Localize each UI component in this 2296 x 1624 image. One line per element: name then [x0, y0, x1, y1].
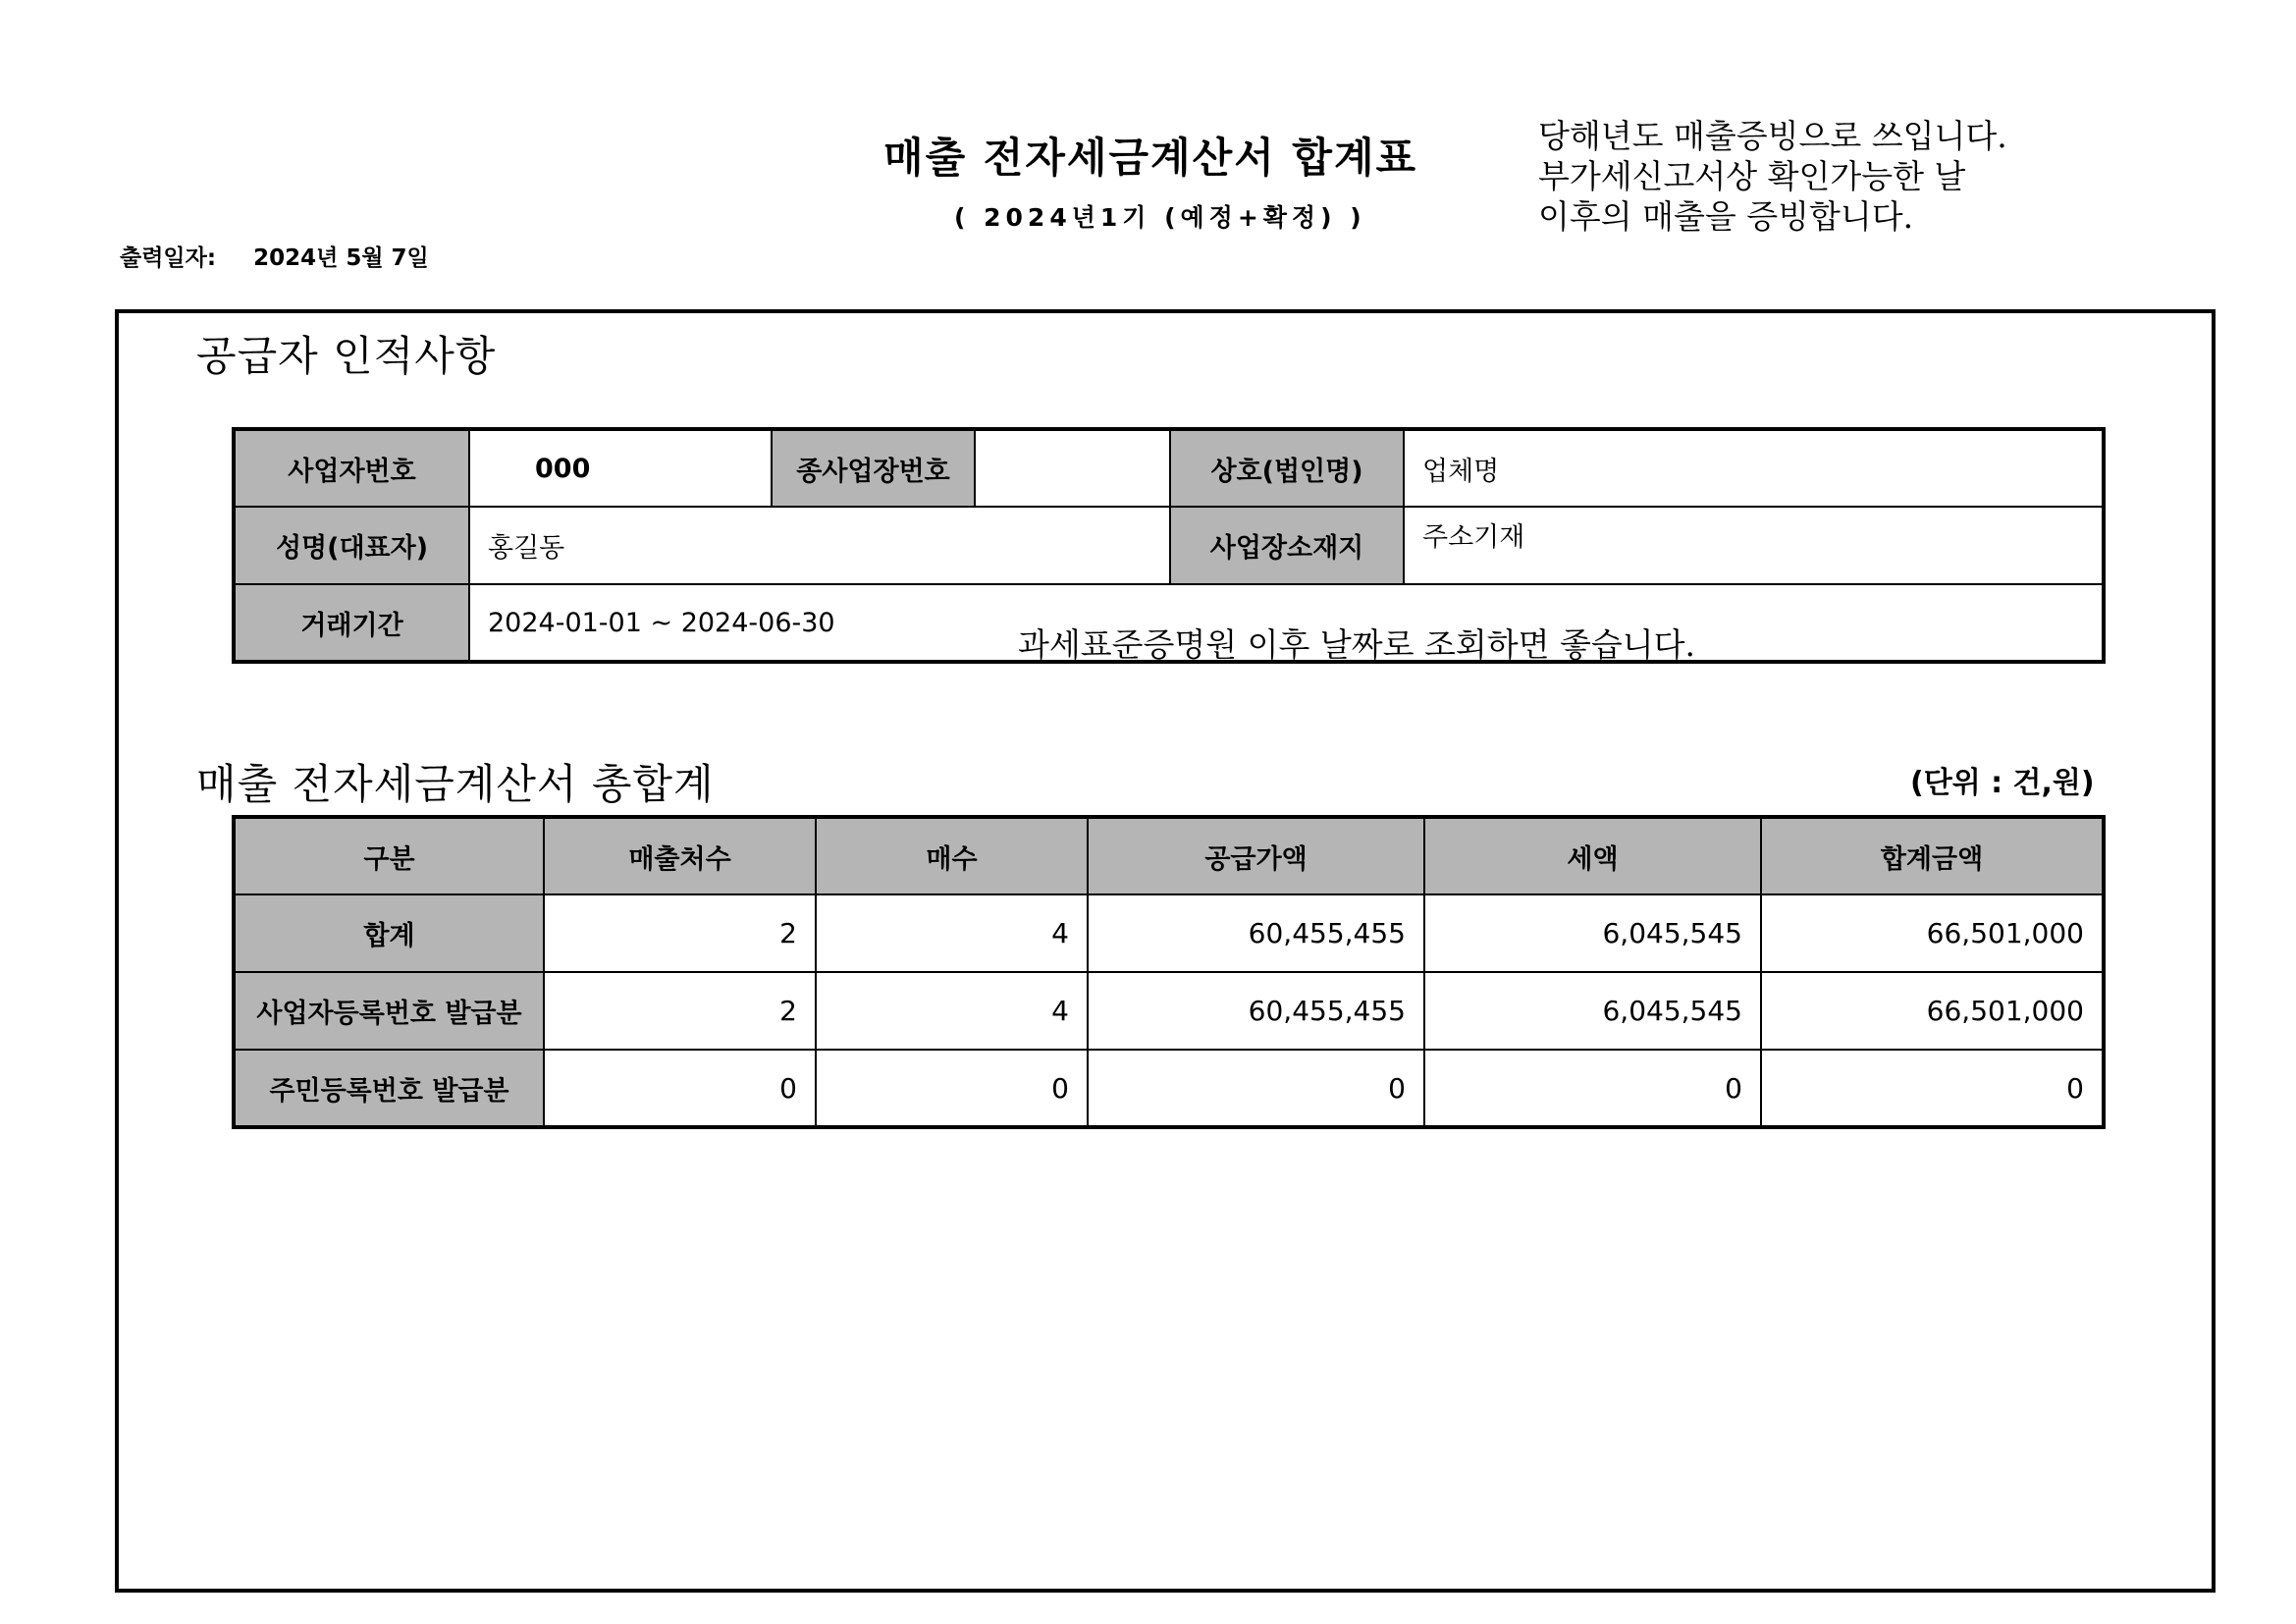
summary-section-title: 매출 전자세금계산서 총합계 — [196, 760, 715, 808]
address-value: 주소기재 — [1404, 507, 2104, 584]
document-title: 매출 전자세금계산서 합계표 — [883, 134, 1418, 182]
annotation-note — [1538, 116, 2007, 237]
supplier-info-table — [232, 427, 2106, 664]
row-label: 사업자등록번호 발급분 — [234, 972, 544, 1050]
tax-cell: 6,045,545 — [1424, 894, 1761, 972]
period-note: 과세표준증명원 이후 날짜로 조회하면 좋습니다. — [1018, 624, 1696, 662]
tax-cell: 0 — [1424, 1050, 1761, 1127]
customers-cell: 0 — [544, 1050, 816, 1127]
column-header: 구분 — [234, 817, 544, 894]
supply-cell: 0 — [1088, 1050, 1424, 1127]
table-row — [234, 972, 2104, 1050]
rep-label: 성명(대표자) — [234, 507, 469, 584]
count-cell: 4 — [816, 894, 1088, 972]
table-row — [234, 507, 2104, 584]
summary-table — [232, 815, 2106, 1129]
company-value: 업체명 — [1404, 429, 2104, 507]
note-line: 이후의 매출을 증빙합니다. — [1538, 197, 1914, 236]
table-header-row — [234, 817, 2104, 894]
count-cell: 4 — [816, 972, 1088, 1050]
period-wrap — [488, 607, 2102, 662]
supply-cell: 60,455,455 — [1088, 972, 1424, 1050]
print-date-value: 2024년 5월 7일 — [253, 245, 429, 271]
row-label: 합계 — [234, 894, 544, 972]
biz-no-label: 사업자번호 — [234, 429, 469, 507]
address-label: 사업장소재지 — [1170, 507, 1404, 584]
period-label: 거래기간 — [234, 584, 469, 662]
table-row — [234, 429, 2104, 507]
column-header: 매수 — [816, 817, 1088, 894]
customers-cell: 2 — [544, 894, 816, 972]
rep-value: 홍길동 — [469, 507, 1170, 584]
table-row — [234, 584, 2104, 662]
note-line: 당해년도 매출증빙으로 쓰입니다. — [1538, 117, 2007, 155]
supply-cell: 60,455,455 — [1088, 894, 1424, 972]
count-cell: 0 — [816, 1050, 1088, 1127]
period-value: 2024-01-01 ~ 2024-06-30 — [488, 607, 835, 638]
supplier-section-title: 공급자 인적사항 — [196, 332, 497, 380]
customers-cell: 2 — [544, 972, 816, 1050]
column-header: 매출처수 — [544, 817, 816, 894]
tax-cell: 6,045,545 — [1424, 972, 1761, 1050]
unit-label: (단위 : 건,원) — [1910, 766, 2095, 800]
print-date — [120, 240, 429, 272]
sub-biz-label: 종사업장번호 — [772, 429, 975, 507]
document-subtitle: ( 2024년1기 (예정+확정) ) — [954, 203, 1366, 232]
row-label: 주민등록번호 발급분 — [234, 1050, 544, 1127]
total-cell: 66,501,000 — [1761, 894, 2104, 972]
note-line: 부가세신고서상 확인가능한 날 — [1538, 157, 1966, 195]
biz-no-value: 000 — [469, 429, 772, 507]
total-cell: 66,501,000 — [1761, 972, 2104, 1050]
print-date-label: 출력일자: — [120, 245, 217, 271]
total-cell: 0 — [1761, 1050, 2104, 1127]
company-label: 상호(법인명) — [1170, 429, 1404, 507]
column-header: 공급가액 — [1088, 817, 1424, 894]
column-header: 세액 — [1424, 817, 1761, 894]
column-header: 합계금액 — [1761, 817, 2104, 894]
period-cell — [469, 584, 2104, 662]
sub-biz-value — [975, 429, 1170, 507]
table-row — [234, 894, 2104, 972]
table-row — [234, 1050, 2104, 1127]
